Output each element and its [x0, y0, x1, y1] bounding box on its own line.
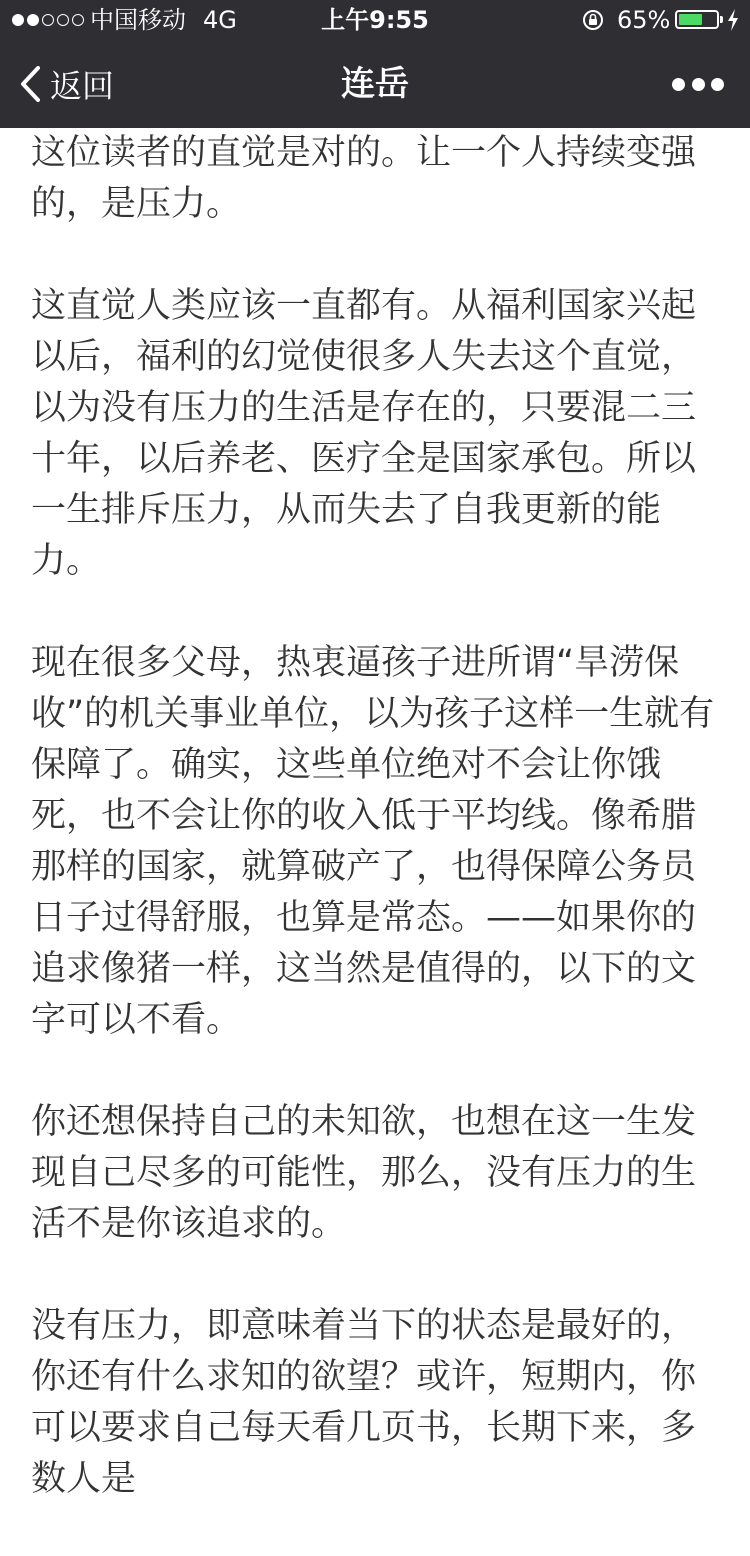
charging-bolt-icon [726, 9, 740, 31]
status-time: 上午9:55 [321, 6, 429, 34]
back-label: 返回 [50, 67, 115, 105]
battery-fill [679, 14, 702, 25]
article-body [31, 128, 721, 1556]
article-paragraph: 没有压力，即意味着当下的状态是最好的，你还有什么求知的欲望？或许，短期内，你可以要求自己每天看几页书，长期下来，多数人是 [31, 1306, 697, 1499]
article-paragraph: 现在很多父母，热衷逼孩子进所谓“旱涝保收”的机关事业单位，以为孩子这样一生就有保障了。确实，这些单位绝对不会让你饿死，也不会让你的收入低于平均线。像希腊那样的国家，就算破产了，也得保障公务员日子过得舒服，也算是常态。——如果你的追求像猪一样，这当然是值得的，以下的文字可以不看。 [31, 643, 715, 1040]
navigation-bar [0, 40, 750, 128]
page-title: 连岳 [341, 64, 409, 104]
screen-rotation-lock-icon [582, 9, 604, 31]
top-bar [0, 0, 750, 128]
article-paragraph: 你还想保持自己的未知欲，也想在这一生发现自己尽多的可能性，那么，没有压力的生活不是你该追求的。 [31, 1102, 697, 1244]
network-type: 4G [203, 6, 237, 34]
battery-percent: 65% [617, 6, 671, 34]
article-paragraph: 这直觉人类应该一直都有。从福利国家兴起以后，福利的幻觉使很多人失去这个直觉，以为没有压力的生活是存在的，只要混二三十年，以后养老、医疗全是国家承包。所以一生排斥压力，从而失去了自我更新的能力。 [31, 286, 697, 581]
carrier-name: 中国移动 [90, 6, 186, 34]
battery-icon [675, 10, 719, 29]
article-paragraph: 这位读者的直觉是对的。让一个人持续变强的，是压力。 [31, 133, 697, 224]
status-bar [0, 0, 750, 40]
more-dots-icon[interactable] [672, 74, 724, 94]
